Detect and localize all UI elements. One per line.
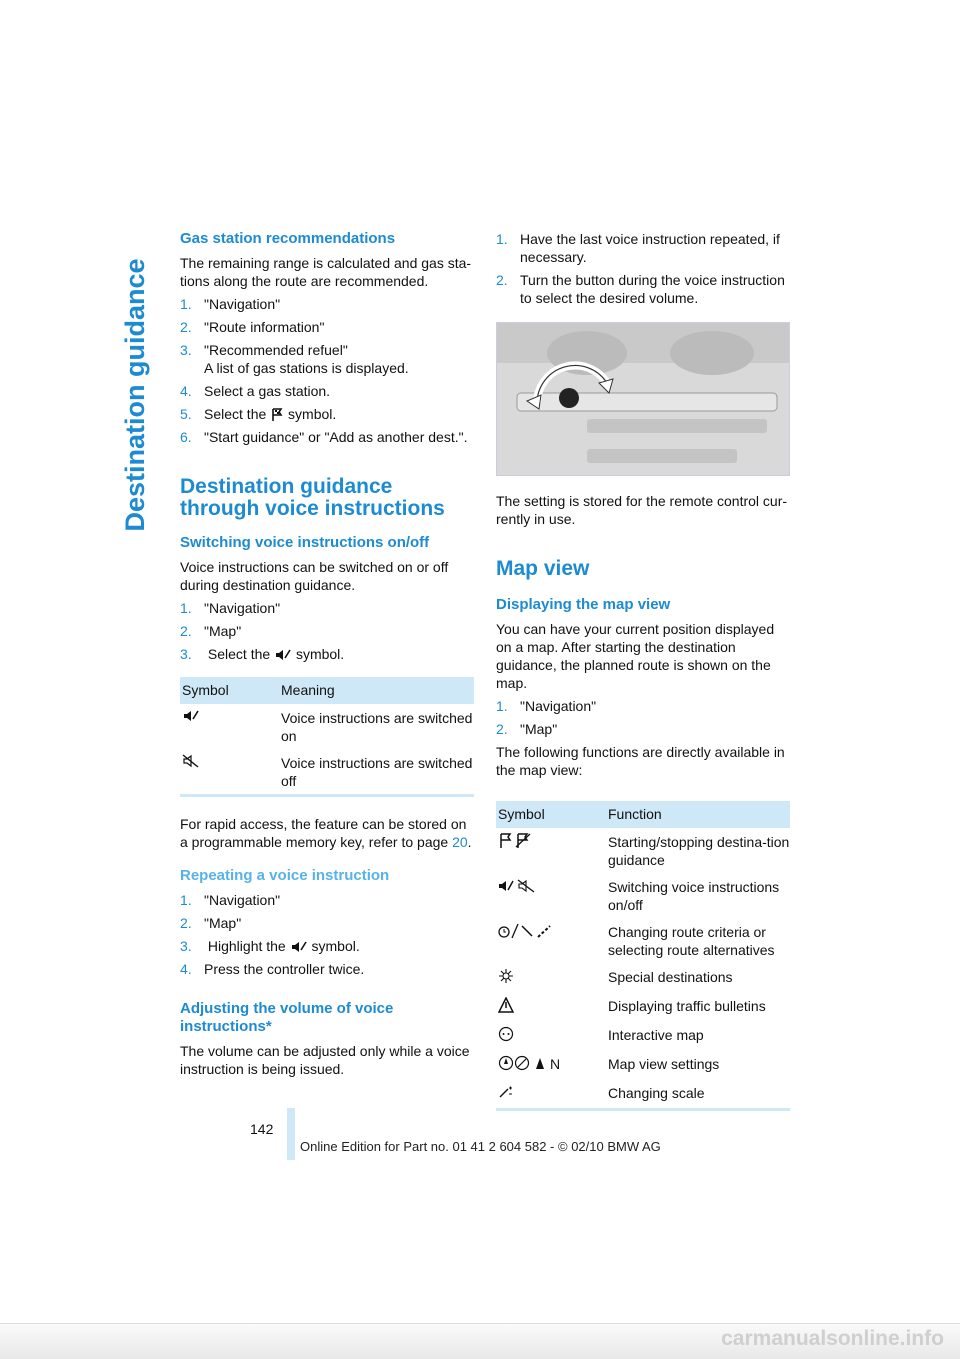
side-title: Destination guidance — [120, 258, 150, 532]
list-item: 2. "Route information" — [180, 319, 325, 335]
symbol-column-header: Symbol — [496, 801, 606, 828]
table-row — [496, 963, 790, 992]
footer-bar — [287, 1108, 295, 1160]
repeating-heading: Repeating a voice instruction — [180, 867, 390, 884]
watermark-bar — [0, 1323, 960, 1359]
map-functions-table — [496, 801, 790, 1111]
switching-heading: Switching voice instructions on/off — [180, 534, 430, 551]
symbol-column-header: Symbol — [180, 677, 279, 704]
table-row — [496, 992, 790, 1021]
list-item: 3. "Recommended refuel" A list of gas stations is displayed. — [180, 342, 409, 376]
list-item: 3. Select the symbol. — [180, 646, 345, 662]
table-header-row — [180, 677, 474, 704]
list-item: 3. Highlight the symbol. — [180, 938, 360, 954]
function-cell: Starting/stopping destina-tion guidance — [608, 834, 790, 868]
list-item: 1. Have the last voice instruction repeated, if necessary. — [496, 231, 780, 265]
table-row — [496, 873, 790, 918]
list-item: 2. "Map" — [180, 915, 242, 931]
table-row — [180, 704, 474, 749]
table-row — [496, 1079, 790, 1110]
gas-station-heading: Gas station recommendations — [180, 230, 396, 247]
list-item: 1. "Navigation" — [180, 600, 281, 616]
repeating-steps-list — [180, 891, 474, 978]
speaker-on-icon — [182, 709, 200, 723]
table-row — [180, 749, 474, 796]
function-cell: Interactive map — [608, 1027, 704, 1043]
meaning-cell: Voice instructions are switched on — [281, 710, 473, 744]
map-view-heading: Map view — [496, 557, 590, 580]
meaning-column-header: Meaning — [279, 677, 474, 704]
list-item: 1. "Navigation" — [180, 296, 281, 312]
list-item: 4. Select a gas station. — [180, 383, 331, 399]
list-item: 6. "Start guidance" or "Add as another dest.". — [180, 429, 468, 445]
table-header-row — [496, 801, 790, 828]
svg-text:N: N — [550, 1056, 561, 1071]
adjusting-heading: Adjusting the volume of voice instructions* — [180, 1000, 394, 1035]
table-row — [496, 918, 790, 963]
function-cell: Switching voice instructions on/off — [608, 879, 780, 913]
scale-icon — [498, 1084, 514, 1100]
map-steps-list — [496, 697, 790, 738]
watermark-text: carmanualsonline.info — [721, 1327, 944, 1350]
voice-instructions-heading: Destination guidance through voice instructions — [180, 475, 445, 520]
table-row — [496, 1021, 790, 1050]
voice-toggle-icon — [498, 878, 538, 894]
list-item: 2. "Map" — [496, 721, 558, 737]
list-item: 4. Press the controller twice. — [180, 961, 365, 977]
page-link[interactable]: 20 — [452, 834, 468, 850]
functions-intro: The following functions are directly available in the map view: — [496, 744, 785, 778]
right-column — [496, 230, 790, 1129]
volume-knob-photo — [496, 322, 790, 476]
page-number: 142 — [250, 1121, 274, 1137]
special-destinations-icon — [498, 968, 514, 984]
list-item: 1. "Navigation" — [180, 892, 281, 908]
gas-intro: The remaining range is calculated and gas sta-tions along the route are recommended. — [180, 255, 472, 289]
stored-text: The setting is stored for the remote control cur-rently in use. — [496, 493, 788, 527]
table-row — [496, 1050, 790, 1079]
adjusting-text: The volume can be adjusted only while a voice instruction is being issued. — [180, 1043, 470, 1077]
function-cell: Changing scale — [608, 1085, 705, 1101]
route-criteria-icon — [498, 923, 554, 939]
list-item: 2. "Map" — [180, 623, 242, 639]
list-item: 5. Select the symbol. — [180, 406, 337, 422]
left-column — [180, 230, 474, 1083]
guidance-flags-icon — [498, 833, 534, 849]
switching-steps-list — [180, 599, 474, 663]
speaker-icon — [274, 648, 292, 662]
switching-intro: Voice instructions can be switched on or off during destination guidance. — [180, 559, 449, 593]
voice-symbol-table — [180, 677, 474, 797]
list-item: 1. "Navigation" — [496, 698, 597, 714]
volume-steps-list — [496, 230, 790, 307]
function-cell: Changing route criteria or selecting route alternatives — [608, 924, 775, 958]
function-column-header: Function — [606, 801, 790, 828]
speaker-icon — [290, 940, 308, 954]
displaying-heading: Displaying the map view — [496, 596, 671, 613]
function-cell: Map view settings — [608, 1056, 720, 1072]
rapid-access-text: For rapid access, the feature can be stored on a programmable memory key, refer to page 20. — [180, 816, 472, 850]
footer-edition: Online Edition for Part no. 01 41 2 604 582 - © 02/10 BMW AG — [300, 1139, 661, 1154]
table-row — [496, 828, 790, 873]
map-settings-icon — [498, 1055, 562, 1071]
meaning-cell: Voice instructions are switched off — [281, 755, 473, 789]
displaying-text: You can have your current position displayed on a map. After starting the destination guidance, the planned route is shown on the map. — [496, 621, 775, 691]
list-item: 2. Turn the button during the voice instruction to select the desired volume. — [496, 272, 785, 306]
interactive-map-icon — [498, 1026, 514, 1042]
speaker-off-icon — [182, 754, 200, 768]
traffic-warning-icon — [498, 997, 514, 1013]
gas-steps-list — [180, 295, 474, 446]
function-cell: Displaying traffic bulletins — [608, 998, 766, 1014]
function-cell: Special destinations — [608, 969, 733, 985]
flag-icon — [270, 408, 284, 422]
